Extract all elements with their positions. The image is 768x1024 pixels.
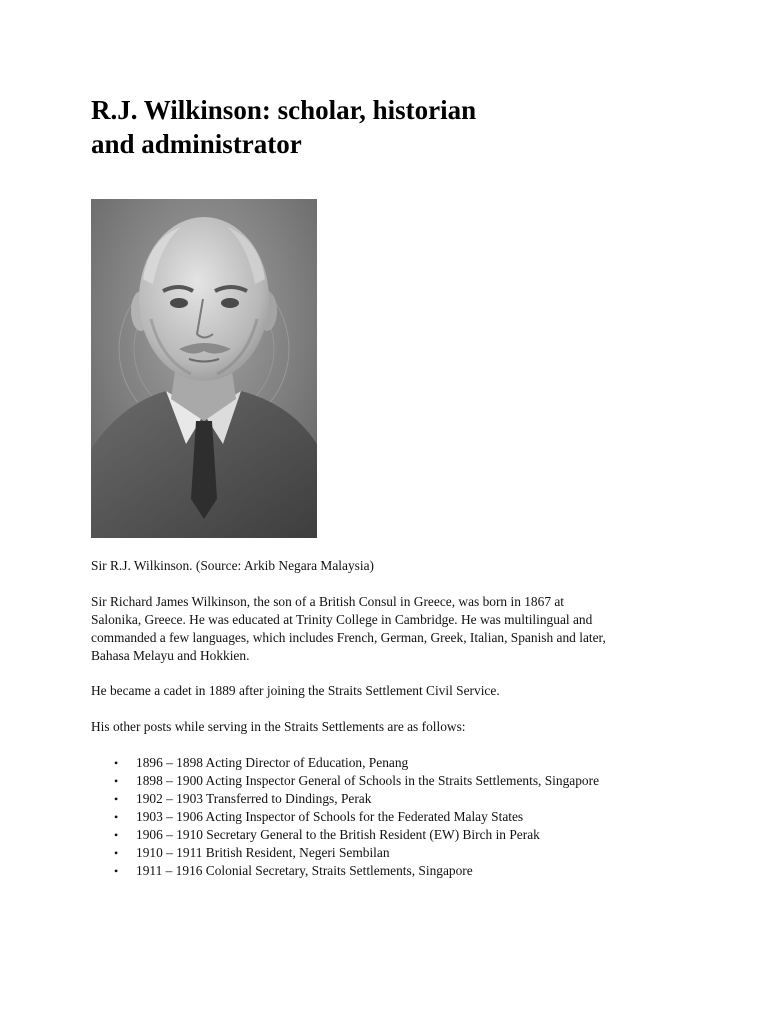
post-text: 1910 – 1911 British Resident, Negeri Sembilan <box>136 845 390 860</box>
bullet-icon: • <box>114 864 119 878</box>
bullet-icon: • <box>114 846 119 860</box>
paragraph-line: commanded a few languages, which includes French, German, Greek, Italian, Spanish and later, <box>91 630 606 645</box>
biography-paragraph <box>91 593 691 665</box>
title-line-2: and administrator <box>91 129 302 159</box>
paragraph-line: Sir Richard James Wilkinson, the son of a British Consul in Greece, was born in 1867 at <box>91 594 565 609</box>
portrait-photo <box>91 199 317 538</box>
post-text: 1896 – 1898 Acting Director of Education, Penang <box>136 755 409 770</box>
post-text: 1903 – 1906 Acting Inspector of Schools for the Federated Malay States <box>136 809 524 824</box>
post-text: 1911 – 1916 Colonial Secretary, Straits Settlements, Singapore <box>136 863 473 878</box>
post-text: 1906 – 1910 Secretary General to the British Resident (EW) Birch in Perak <box>136 827 540 842</box>
bullet-icon: • <box>114 774 119 788</box>
bullet-icon: • <box>114 810 119 824</box>
bullet-icon: • <box>114 756 119 770</box>
post-text: 1898 – 1900 Acting Inspector General of Schools in the Straits Settlements, Singapore <box>136 773 600 788</box>
page-title <box>91 93 611 161</box>
paragraph-line: Bahasa Melayu and Hokkien. <box>91 648 250 663</box>
title-line-1: R.J. Wilkinson: scholar, historian <box>91 95 477 125</box>
photo-caption: Sir R.J. Wilkinson. (Source: Arkib Negara Malaysia) <box>91 558 374 573</box>
cadet-paragraph: He became a cadet in 1889 after joining the Straits Settlement Civil Service. <box>91 683 500 698</box>
bullet-icon: • <box>114 828 119 842</box>
bullet-icon: • <box>114 792 119 806</box>
paragraph-line: Salonika, Greece. He was educated at Trinity College in Cambridge. He was multilingual and <box>91 612 593 627</box>
post-text: 1902 – 1903 Transferred to Dindings, Perak <box>136 791 372 806</box>
posts-intro-paragraph: His other posts while serving in the Straits Settlements are as follows: <box>91 719 466 734</box>
